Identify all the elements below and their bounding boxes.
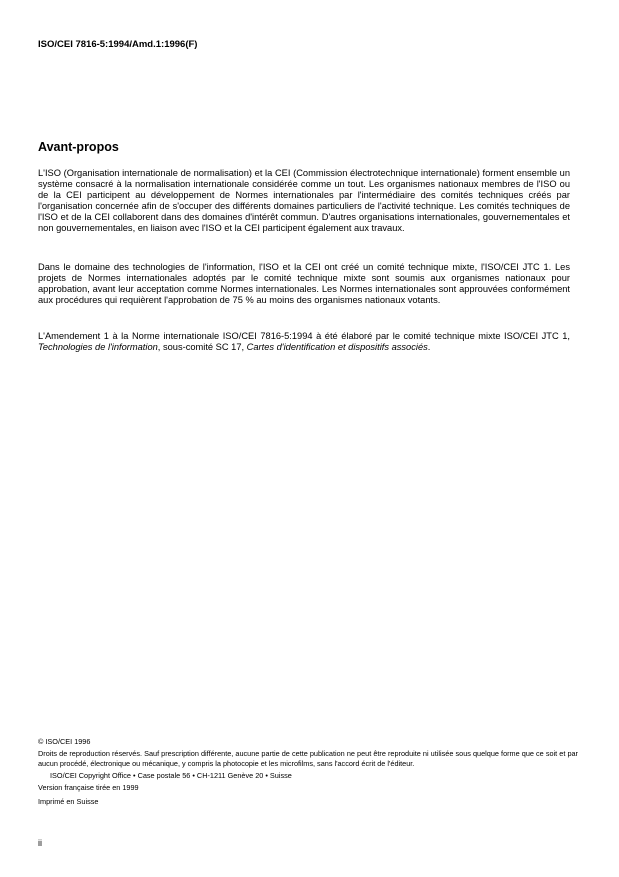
foreword-paragraph-3 <box>38 331 570 353</box>
standard-reference-header: ISO/CEI 7816-5:1994/Amd.1:1996(F) <box>38 39 198 50</box>
p3-italic-title-1: Technologies de l'information <box>38 342 158 352</box>
version-note: Version française tirée en 1999 <box>38 783 139 792</box>
rights-statement: Droits de reproduction réservés. Sauf prescription différente, aucune partie de cette publication ne peut être reproduite ni utilisée sous quelque forme que ce soit et par aucun procédé, électronique ou mécanique, y compris la photocopie et les microfilms, sans l'accord écrit de l'éditeur. <box>38 749 578 768</box>
copyright-office-address: ISO/CEI Copyright Office • Case postale 56 • CH-1211 Genève 20 • Suisse <box>50 771 292 780</box>
p3-italic-title-2: Cartes d'identification et dispositifs associés <box>246 342 428 352</box>
foreword-paragraph-1: L'ISO (Organisation internationale de normalisation) et la CEI (Commission électrotechnique internationale) forment ensemble un système consacré à la normalisation internationale considérée comme un tout. Les organismes nationaux membres de l'ISO ou de la CEI participent au développement de Normes internationales par l'intermédiaire des comités techniques créés par l'organisation concernée afin de s'occuper des différents domaines particuliers de l'activité technique. Les comités techniques de l'ISO et de la CEI collaborent dans des domaines d'intérêt commun. D'autres organisations internationales, gouvernementales et non gouvernementales, en liaison avec l'ISO et la CEI participent également aux travaux. <box>38 168 570 233</box>
p3-text-part1: L'Amendement 1 à la Norme internationale ISO/CEI 7816-5:1994 à été élaboré par le comité technique mixte ISO/CEI JTC 1, <box>38 331 570 341</box>
printed-in-note: Imprimé en Suisse <box>38 797 99 806</box>
page-title: Avant-propos <box>38 140 119 154</box>
p3-text-part2: , sous-comité SC 17, <box>157 342 247 352</box>
page-number: ii <box>38 838 42 848</box>
p3-text-part3: . <box>427 342 431 352</box>
copyright-notice: © ISO/CEI 1996 <box>38 737 91 746</box>
foreword-paragraph-2: Dans le domaine des technologies de l'information, l'ISO et la CEI ont créé un comité technique mixte, l'ISO/CEI JTC 1. Les projets de Normes internationales adoptés par le comité technique mixte sont soumis aux organismes nationaux pour approbation, avant leur acceptation comme Normes internationales. Les Normes internationales sont approuvées conformément aux procédures qui requièrent l'approbation de 75 % au moins des organismes nationaux votants. <box>38 262 570 305</box>
